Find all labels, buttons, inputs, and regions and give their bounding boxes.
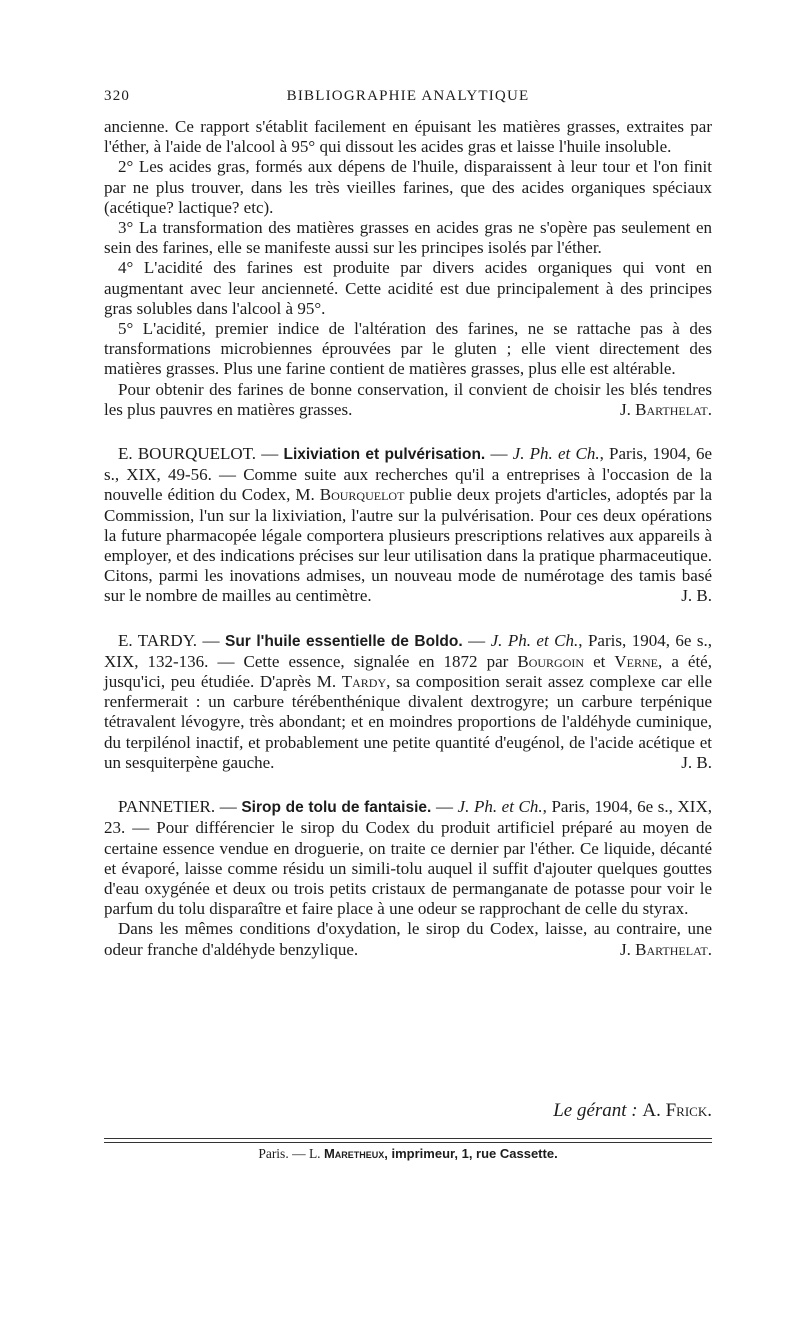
- review-pannetier-cont: [104, 919, 712, 959]
- review-text: — Comme suite aux recherches qu'il a entreprises à l'occasion de la nouvelle édition du Codex, M.: [104, 465, 712, 505]
- review-text: — Pour différencier le sirop du Codex du produit artificiel préparé au moyen de certaine essence vendue en droguerie, on traite ce dernier par l'éther. Ce liquide, décanté et évaporé, laisse comme résidu un simili-tolu auquel il suffit d'ajouter quelques gouttes d'eau oxygénée et deux ou trois petits cristaux de permanganate de potasse pour voir le parfum du tolu disparaître et faire place à une odeur se rapprochant de celle du styrax.: [104, 818, 712, 919]
- conclusion-text: Pour obtenir des farines de bonne conservation, il convient de choisir les blés tendres les plus pauvres en matières grasses.: [104, 379, 712, 419]
- person-name: Bourquelot: [319, 485, 405, 505]
- review-title: Sirop de tolu de fantaisie.: [241, 799, 432, 817]
- paragraph-conclusion: [104, 380, 712, 420]
- review-author: E. BOURQUELOT. —: [118, 444, 279, 464]
- review-author: PANNETIER. —: [118, 797, 237, 817]
- review-dash: —: [431, 797, 458, 817]
- review-text: , a été, jusqu'ici, peu étudiée. D'après M.: [104, 651, 712, 692]
- person-name: Verne: [614, 651, 659, 671]
- body-text: [104, 117, 712, 960]
- review-text: — Cette essence, signalée en 1872 par: [208, 651, 518, 671]
- journal-reference: , Paris, 1904, 6e s., XIX, 23.: [104, 797, 712, 838]
- review-text: , sa composition serait assez complexe car elle renfermerait : un carbure térébenthénique divalent dextrogyre; un carbure terpénique tétravalent lévogyre, très abondant; et en moindres proportions de l'aldéhyde cuminique, du terpilénol inactif, et probablement une petite quantité d'eugénol, de l'acide acétique et un sesquiterpène gauche.: [104, 672, 712, 772]
- running-title: BIBLIOGRAPHIE ANALYTIQUE: [286, 88, 530, 104]
- paragraph-point-2: 2° Les acides gras, formés aux dépens de l'huile, disparaissent à leur tour et l'on finit par ne plus trouver, dans les très vieilles farines, que des acides organiques spéciaux (acétique? lactique? etc).: [104, 157, 712, 217]
- review-text: et: [584, 651, 615, 671]
- gerant-name: A. Frick.: [642, 1100, 712, 1121]
- divider: [104, 1138, 712, 1139]
- journal-reference: , Paris, 1904, 6e s., XIX, 132-136.: [104, 630, 713, 671]
- paragraph-point-5: 5° L'acidité, premier indice de l'altération des farines, ne se rattache pas à des transformations microbiennes éprouvées par le gluten ; elle vient directement des matières grasses. Plus une farine contient de matières grasses, plus elle est altérable.: [104, 319, 712, 379]
- journal-name: J. Ph. et Ch.: [512, 444, 600, 464]
- review-dash: —: [485, 444, 513, 464]
- person-name: Tardy: [341, 672, 387, 692]
- gerant-label: Le gérant :: [553, 1100, 638, 1121]
- page-number: 320: [104, 88, 131, 104]
- review-tardy: [104, 631, 712, 773]
- review-pannetier: [104, 797, 712, 919]
- printer-city: Paris. — L.: [258, 1146, 321, 1161]
- gerant-line: [440, 1100, 712, 1122]
- review-title: Lixiviation et pulvérisation.: [283, 446, 486, 464]
- review-title: Sur l'huile essentielle de Boldo.: [224, 632, 463, 650]
- printer-name: Maretheux: [323, 1146, 385, 1161]
- signature: J. Barthelat.: [620, 939, 712, 959]
- review-text: Dans les mêmes conditions d'oxydation, le sirop du Codex, laisse, au contraire, une odeur franche d'aldéhyde benzylique.: [104, 919, 712, 959]
- review-bourquelot: [104, 444, 712, 607]
- journal-name: J. Ph. et Ch.: [457, 797, 543, 817]
- review-dash: —: [462, 630, 491, 650]
- printer-address: , imprimeur, 1, rue Cassette.: [384, 1146, 558, 1161]
- signature: J. B.: [681, 752, 712, 772]
- review-text: publie deux projets d'articles, adoptés par la Commission, l'un sur la lixiviation, l'autre sur la pulvérisation. Pour ces deux opérations la future pharmacopée légale comportera plusieurs prescriptions relatives aux appareils à employer, et des indications précises sur leur utilisation dans la pratique pharmaceutique. Citons, parmi les inovations admises, un nouveau mode de numérotage des tamis basé sur le nombre de mailles au centimètre.: [104, 485, 712, 606]
- divider: [104, 1142, 712, 1143]
- person-name: Bourgoin: [517, 651, 585, 671]
- signature: J. Barthelat.: [620, 399, 712, 419]
- paragraph-point-3: 3° La transformation des matières grasses en acides gras ne s'opère pas seulement en sein des farines, elle se manifeste aussi sur les principes isolés par l'éther.: [104, 218, 712, 258]
- paragraph-continuation: ancienne. Ce rapport s'établit facilement en épuisant les matières grasses, extraites par l'éther, à l'aide de l'alcool à 95° qui dissout les acides gras et laisse l'huile insoluble.: [104, 117, 712, 157]
- signature: J. B.: [681, 586, 712, 606]
- paragraph-point-4: 4° L'acidité des farines est produite par divers acides organiques qui vont en augmentant avec leur ancienneté. Cette acidité est due principalement à des principes gras solubles dans l'alcool à 95°.: [104, 258, 712, 318]
- review-author: E. TARDY. —: [118, 630, 220, 650]
- printer-imprint: [104, 1146, 712, 1162]
- journal-reference: , Paris, 1904, 6e s., XIX, 49-56.: [104, 444, 713, 485]
- journal-name: J. Ph. et Ch.: [490, 630, 579, 650]
